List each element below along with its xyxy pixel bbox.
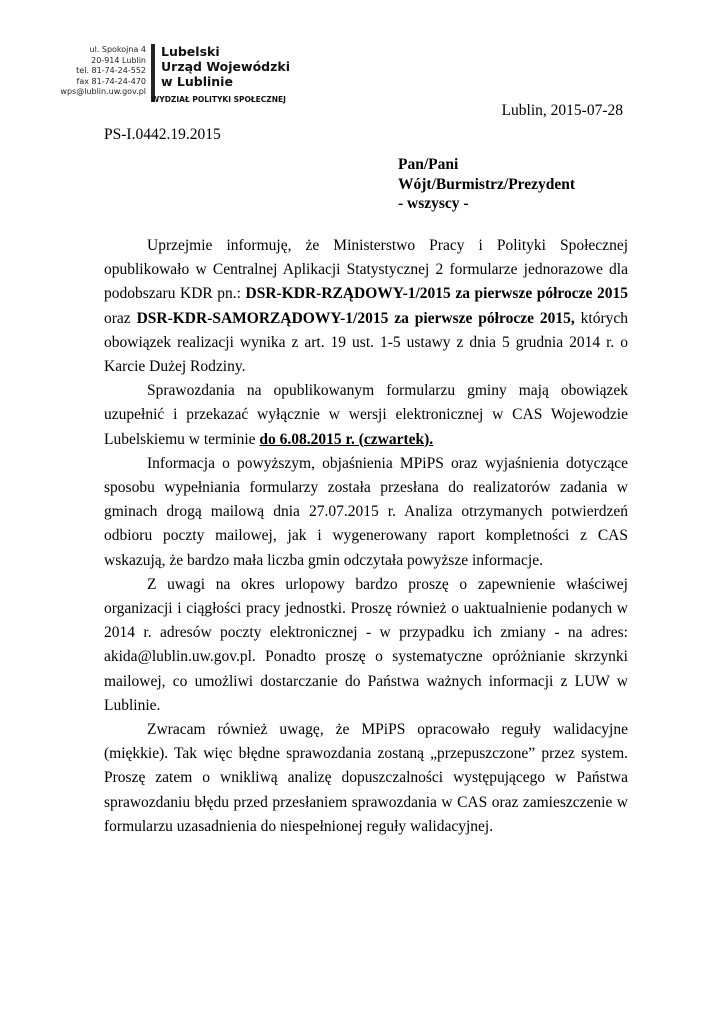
p1-text-1: Uprzejmie informuję, że Ministerstwo Pracy i Polityki Społecznej opublikowało w Centralnej Aplikacji Statystycznej 2 formularze jednorazowe dla podobszaru KDR pn.:: [104, 237, 628, 303]
address-street: ul. Spokojna 4: [89, 45, 146, 54]
paragraph-3: Informacja o powyższym, objaśnienia MPiPS oraz wyjaśnienia dotyczące sposobu wypełniania formularzy została przesłana do realizatorów zadania w gminach drogą mailową dnia 27.07.2015 r. Analiza otrzymanych potwierdzeń odbioru poczty mailowej, jak i wygenerowany raport kompletności z CAS wskazują, że bardzo mała liczba gmin odczytała powyższe informacje.: [104, 454, 628, 569]
address-city: 20-914 Lublin: [91, 55, 146, 65]
office-name-line-1: Lubelski: [161, 44, 220, 59]
deadline: do 6.08.2015 r. (czwartek).: [259, 430, 434, 448]
addressee-line-1: Pan/Pani: [398, 156, 459, 173]
paragraph-5: Zwracam również uwagę, że MPiPS opracowało reguły walidacyjne (miękkie). Tak więc błędne sprawozdania zostaną „przepuszczone” przez system. Proszę zatem o wnikliwą analizę dopuszczalności występującego w Państwa sprawozdaniu błędu przed przesłaniem sprawozdania w CAS oraz zamieszczenie w formularzu uzasadnienia do niespełnionej reguły walidacyjnej.: [104, 721, 628, 835]
header-divider: [151, 44, 155, 102]
p1-text-2: oraz: [104, 309, 137, 327]
p2-text: Sprawozdania na opublikowanym formularzu gminy mają obowiązek uzupełnić i przekazać wyłącznie w wersji elektronicznej w CAS Wojewodzie Lubelskiemu w terminie: [104, 382, 628, 448]
p1-text-3: których obowiązek realizacji wynika z art. 19 ust. 1-5 ustawy z dnia 5 grudnia 2014 r. o Karcie Dużej Rodziny.: [104, 309, 628, 376]
office-name-line-2: Urząd Wojewódzki: [161, 59, 290, 74]
addressee-line-3: - wszyscy -: [398, 195, 469, 212]
letter-body: [104, 234, 628, 839]
office-name: [161, 44, 290, 89]
form-name-rzadowy: DSR-KDR-RZĄDOWY-1/2015 za pierwsze półrocze 2015: [245, 285, 628, 303]
office-name-line-3: w Lublinie: [161, 74, 233, 89]
office-address: [40, 45, 146, 98]
paragraph-1: [104, 234, 628, 379]
form-name-samorzadowy: DSR-KDR-SAMORZĄDOWY-1/2015 za pierwsze półrocze 2015,: [136, 309, 575, 327]
department-name: WYDZIAŁ POLITYKI SPOŁECZNEJ: [151, 95, 286, 104]
paragraph-4: Z uwagi na okres urlopowy bardzo proszę o zapewnienie właściwej organizacji i ciągłości pracy jednostki. Proszę również o uaktualnienie podanych w 2014 r. adresów poczty elektronicznej - w przypadku ich zmiany - na adres: akida@lublin.uw.gov.pl. Ponadto proszę o systematyczne opróżnianie skrzynki mailowej, co umożliwi dostarczanie do Państwa ważnych informacji z LUW w Lublinie.: [104, 575, 628, 714]
address-email: wps@lublin.uw.gov.pl: [60, 87, 146, 97]
letter-date: Lublin, 2015-07-28: [501, 102, 623, 119]
address-fax: fax 81-74-24-470: [76, 76, 146, 86]
addressee-block: [398, 155, 575, 214]
addressee-line-2: Wójt/Burmistrz/Prezydent: [398, 175, 576, 193]
reference-number: PS-I.0442.19.2015: [104, 126, 221, 143]
paragraph-2: [104, 379, 628, 452]
address-phone: tel. 81-74-24-552: [76, 66, 146, 76]
